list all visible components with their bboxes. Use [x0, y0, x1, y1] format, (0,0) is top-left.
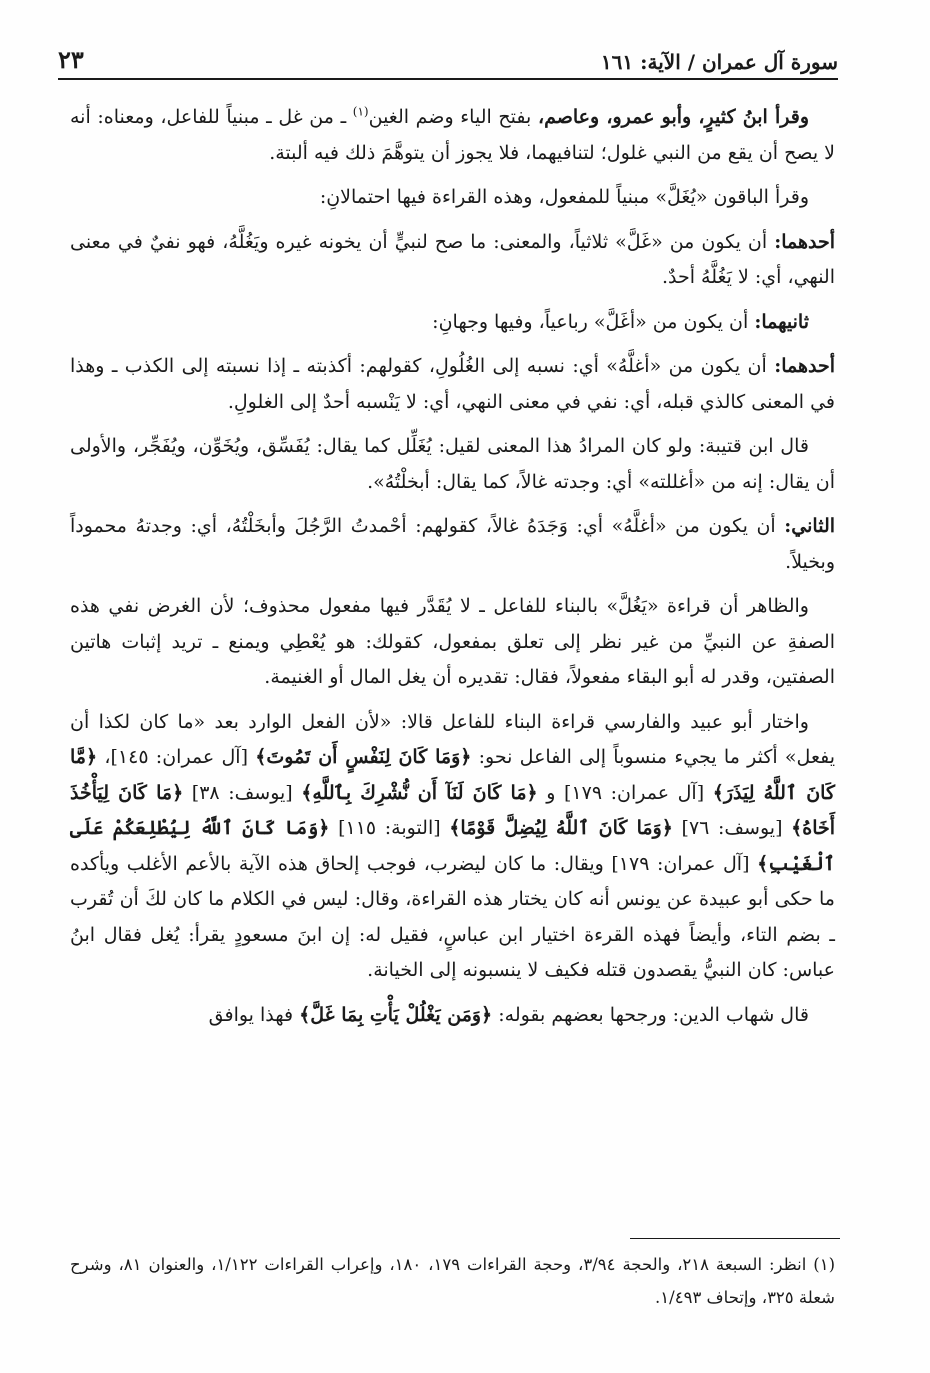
paragraph-text: أن يكون من «أغَلَّ» رباعياً، وفيها وجهانِ: — [432, 310, 749, 333]
quran-quote: ﴿مَّا كَانَ ٱللَّهُ لِيَذَرَ﴾ — [70, 746, 835, 804]
paragraph-lead: أحدهما: — [774, 230, 835, 253]
paragraph-1 — [70, 100, 835, 171]
paragraph-9 — [70, 705, 835, 989]
citation: [آل عمران: ١٤٥]، — [104, 746, 249, 768]
paragraph-text: بفتح الياء وضم الغين — [368, 106, 532, 128]
paragraph-3 — [70, 225, 835, 296]
paragraph-text: واختار أبو عبيد والفارسي قراءة البناء للفاعل قالا: «لأن الفعل الوارد بعد «ما كان لكذا أن يفعل» أكثر ما يجيء منسوباً إلى الفاعل نحو: — [70, 710, 836, 768]
page-header — [58, 34, 838, 80]
paragraph-text: أن يكون من «أغلَّهُ» أي: وَجَدَهُ غالاً، كقولهم: أحْمدتُ الرَّجُلَ وأبخَلْتُهُ، أي: وجدتهُ محموداً وبخيلاً. — [70, 515, 835, 573]
citation: [يوسف: ٣٨] — [191, 781, 293, 804]
footnote-1: (١) انظر: السبعة ٢١٨، والحجة ٣/٩٤، وحجة القراءات ١٧٩، ١٨٠، وإعراب القراءات ١/١٢٢، والعنوان ٨١، وشرح شعلة ٣٢٥، وإتحاف ١/٤٩٣. — [70, 1255, 836, 1307]
main-text — [70, 100, 835, 1042]
paragraph-text: والظاهر أن قراءة «يَغُلَّ» بالبناء للفاعل ـ لا يُقَدَّر فيها مفعول محذوف؛ لأن الغرض نفي هذه الصفةِ عن النبيِّ من غير نظر إلى تعلق بمفعول، كقولك: هو يُعْطِي ويمنع ـ تريد إثبات هاتين الصفتين، وقدر له أبو البقاء مفعولاً، فقال: تقديره أن يغل المال أو الغنيمة. — [70, 595, 835, 688]
citation: [آل عمران: ١٧٩] ويقال: ما كان ليضرب، فوجب إلحاق هذه الآية بالأعم الأغلب ويأكده ما حكى أبو عبيدة عن يونس أنه كان يختار هذه القراءة، وقال: ليس في الكلام ما كان لكَ أن تُقرب ـ بضم التاء، وأيضاً فهذه القرءة اختيار ابن عباسٍ، فقيل له: إن ابنَ مسعودٍ يقرأ: يُغل فقال ابنُ عباس: كان النبيُّ يقصدون قتله فكيف لا ينسبونه إلى الخيانة. — [70, 852, 835, 981]
paragraph-text: أن يكون من «غَلَّ» ثلاثياً، والمعنى: ما صح لنبيٍّ أن يخونه غيره ويَغُلَّهُ، فهو نفيٌ في معنى النهي، أي: لا يَغُلَّهُ أحدٌ. — [70, 230, 835, 288]
paragraph-4 — [70, 305, 835, 341]
paragraph-2 — [70, 180, 835, 216]
paragraph-text-tail: فهذا يوافق — [208, 1003, 294, 1026]
citation: [التوبة: ١١٥] — [338, 817, 441, 839]
quran-quote: ﴿وَمَا كَانَ لِنَفْسٍ أَن تَمُوتَ﴾ — [255, 746, 472, 768]
paragraph-text: أن يكون من «أغلَّهُ» أي: نسبه إلى الغُلُولِ، كقولهم: أكذبته ـ إذا نسبته إلى الكذب ـ وهذا في المعنى كالذي قبله، أي: نفي في معنى النهي، أي: لا يَنْسبه أحدٌ إلى الغلولِ. — [70, 355, 835, 413]
paragraph-5 — [70, 349, 835, 420]
paragraph-text: قال شهاب الدين: ورجحها بعضهم بقوله: — [498, 1003, 809, 1026]
paragraph-lead: وقرأ ابنُ كثيرٍ، وأبو عمرو، وعاصم، — [537, 106, 810, 128]
quran-quote: ﴿وَمَا كَانَ ٱللَّهُ لِيُضِلَّ قَوْمًا﴾ — [449, 817, 673, 839]
quran-quote: ﴿وَمَا كَانَ ٱللَّهُ لِيُطْلِعَكُمْ عَلَى ٱلْغَيْبِ﴾ — [70, 817, 836, 875]
citation: [يوسف: ٧٦] — [681, 817, 783, 839]
quran-quote: ﴿مَا كَانَ لِيَأْخُذَ أَخَاهُ﴾ — [70, 781, 836, 839]
paragraph-lead: الثاني: — [784, 515, 836, 537]
paragraph-lead: أحدهما: — [774, 355, 835, 377]
footnote-divider — [630, 1238, 840, 1239]
quran-quote: ﴿وَمَن يَغْلُلْ يَأْتِ بِمَا غَلَّ﴾ — [299, 1003, 493, 1026]
paragraph-text: قال ابن قتيبة: ولو كان المرادُ هذا المعنى لقيل: يُغَلِّل كما يقال: يُفَسِّق، ويُخَوِّن، ويُفَجِّر، والأولى أن يقال: إنه من «أغللته» أي: وجدته غالاً، كما يقال: أبخلْتُهُ». — [70, 435, 835, 493]
footnote-ref[interactable]: (١) — [352, 104, 369, 119]
running-title: سورة آل عمران / الآية: ١٦١ — [600, 50, 838, 74]
paragraph-10 — [70, 998, 835, 1034]
paragraph-6 — [70, 429, 835, 500]
paragraph-lead: ثانيهما: — [754, 310, 809, 333]
paragraph-8 — [70, 589, 835, 696]
citation: [آل عمران: ١٧٩] و — [546, 781, 705, 804]
page-number: ٢٣ — [58, 45, 84, 74]
footnotes — [70, 1248, 835, 1314]
paragraph-7 — [70, 509, 835, 580]
quran-quote: ﴿مَا كَانَ لَنَآ أَن نُّشْرِكَ بِٱللَّهِ﴾ — [301, 781, 538, 804]
paragraph-text-tail: ـ من غل ـ مبنياً للفاعل، ومعناه: أنه لا يصح أن يقع من النبي غلول؛ لتنافيهما، فلا يجوز أن يتوهَّمَ ذلك فيه ألبتة. — [70, 106, 835, 164]
paragraph-text: وقرأ الباقون «يُغَلَّ» مبنياً للمفعول، وهذه القراءة فيها احتمالانِ: — [319, 186, 809, 208]
